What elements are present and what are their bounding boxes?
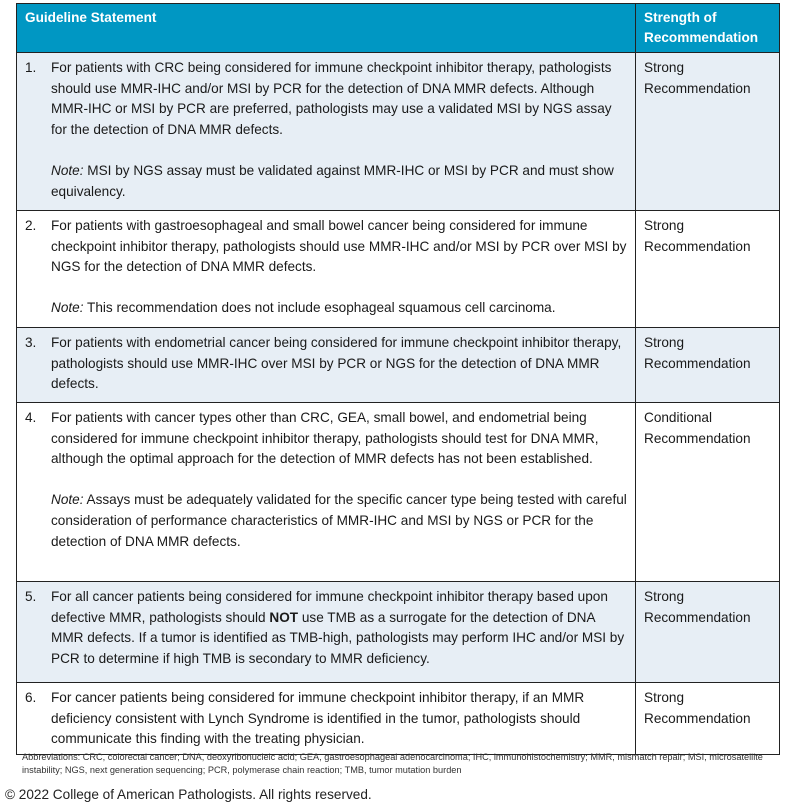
statement-text: For cancer patients being considered for immune checkpoint inhibitor therapy, if an MMR deficiency consistent with Lynch Syndrome is identified in the tumor, pathologists should communicate this finding with the treating physician. bbox=[51, 690, 585, 747]
statement-cell bbox=[17, 403, 636, 582]
statement-cell bbox=[17, 582, 636, 683]
strength-cell bbox=[636, 403, 780, 582]
statement-emphasis: NOT bbox=[269, 609, 299, 625]
row-number: 3. bbox=[25, 335, 37, 350]
header-strength: Strength of Recommendation bbox=[636, 4, 780, 53]
table-row bbox=[17, 53, 780, 211]
statement-cell bbox=[17, 328, 636, 403]
row-number: 6. bbox=[25, 690, 37, 705]
statement-text-part: use TMB as a surrogate for the detection of DNA MMR defects. If a tumor is identified as TMB-high, pathologists may perform IHC and/or MSI by PCR to determine if high TMB is secondary to MMR deficiency. bbox=[51, 609, 625, 666]
row-number: 4. bbox=[25, 410, 37, 425]
note-text: Assays must be adequately validated for the specific cancer type being tested with careful consideration of performance characteristics of MMR-IHC and MSI by NGS or PCR for the detection of DNA MMR defects. bbox=[51, 492, 627, 549]
statement-text: For patients with cancer types other than CRC, GEA, small bowel, and endometrial being considered for immune checkpoint inhibitor therapy, pathologists should test for DNA MMR, although the optimal approach for the detection of MMR defects has not been established. bbox=[51, 410, 599, 467]
strength-cell bbox=[636, 211, 780, 328]
row-number: 5. bbox=[25, 589, 37, 604]
header-guideline-statement: Guideline Statement bbox=[17, 4, 636, 53]
note-label: Note: bbox=[51, 492, 84, 508]
abbreviations-footnote: Abbreviations: CRC, colorectal cancer; DNA, deoxyribonucleic acid; GEA, gastroesophageal adenocarcinoma; IHC, immunohistochemistry; MMR, mismatch repair; MSI, microsatellite instability; NGS, next generation sequencing; PCR, polymerase chain reaction; TMB, tumor mutation burden bbox=[22, 752, 763, 775]
strength-label: Recommendation bbox=[644, 238, 751, 254]
table-row bbox=[17, 683, 780, 755]
statement-cell bbox=[17, 53, 636, 211]
statement-cell bbox=[17, 683, 636, 755]
strength-level: Strong bbox=[644, 218, 685, 233]
strength-level: Strong bbox=[644, 690, 685, 705]
copyright: © 2022 College of American Pathologists. All rights reserved. bbox=[5, 787, 372, 802]
strength-cell bbox=[636, 582, 780, 683]
note-text: MSI by NGS assay must be validated against MMR-IHC or MSI by PCR and must show equivalency. bbox=[51, 162, 614, 199]
table-row bbox=[17, 211, 780, 328]
statement-text: For patients with endometrial cancer being considered for immune checkpoint inhibitor therapy, pathologists should use MMR-IHC over MSI by PCR or NGS for the detection of DNA MMR defects. bbox=[51, 335, 622, 392]
strength-cell bbox=[636, 53, 780, 211]
row-number: 2. bbox=[25, 218, 37, 233]
note-text: This recommendation does not include esophageal squamous cell carcinoma. bbox=[83, 300, 556, 316]
note-label: Note: bbox=[51, 300, 84, 316]
guideline-table bbox=[16, 3, 780, 755]
strength-level: Conditional bbox=[644, 410, 713, 425]
strength-label: Recommendation bbox=[644, 80, 751, 96]
note-label: Note: bbox=[51, 162, 84, 178]
strength-level: Strong bbox=[644, 589, 685, 604]
note bbox=[25, 161, 629, 202]
note bbox=[25, 298, 629, 319]
strength-cell bbox=[636, 328, 780, 403]
strength-level: Strong bbox=[644, 60, 685, 75]
table-row bbox=[17, 328, 780, 403]
strength-level: Strong bbox=[644, 335, 685, 350]
table-row bbox=[17, 403, 780, 582]
table-header bbox=[17, 4, 780, 53]
statement-text: For patients with CRC being considered for immune checkpoint inhibitor therapy, pathologists should use MMR-IHC and/or MSI by PCR for the detection of DNA MMR defects. Although MMR-IHC or MSI by PCR are preferred, pathologists may use a validated MSI by NGS assay for the detection of DNA MMR defects. bbox=[51, 60, 612, 137]
statement-text bbox=[51, 587, 629, 669]
strength-label: Recommendation bbox=[644, 430, 751, 446]
strength-label: Recommendation bbox=[644, 355, 751, 371]
strength-label: Recommendation bbox=[644, 609, 751, 625]
strength-cell bbox=[636, 683, 780, 755]
statement-cell bbox=[17, 211, 636, 328]
table-row bbox=[17, 582, 780, 683]
statement-text: For patients with gastroesophageal and small bowel cancer being considered for immune checkpoint inhibitor therapy, pathologists should use MMR-IHC and/or MSI by PCR over MSI by NGS for the detection of DNA MMR defects. bbox=[51, 218, 627, 275]
statement-text-part: For all cancer patients being considered for immune checkpoint inhibitor therapy based upon defective MMR, pathologists should bbox=[51, 589, 608, 625]
row-number: 1. bbox=[25, 60, 37, 75]
strength-label: Recommendation bbox=[644, 710, 751, 726]
note bbox=[25, 490, 629, 552]
